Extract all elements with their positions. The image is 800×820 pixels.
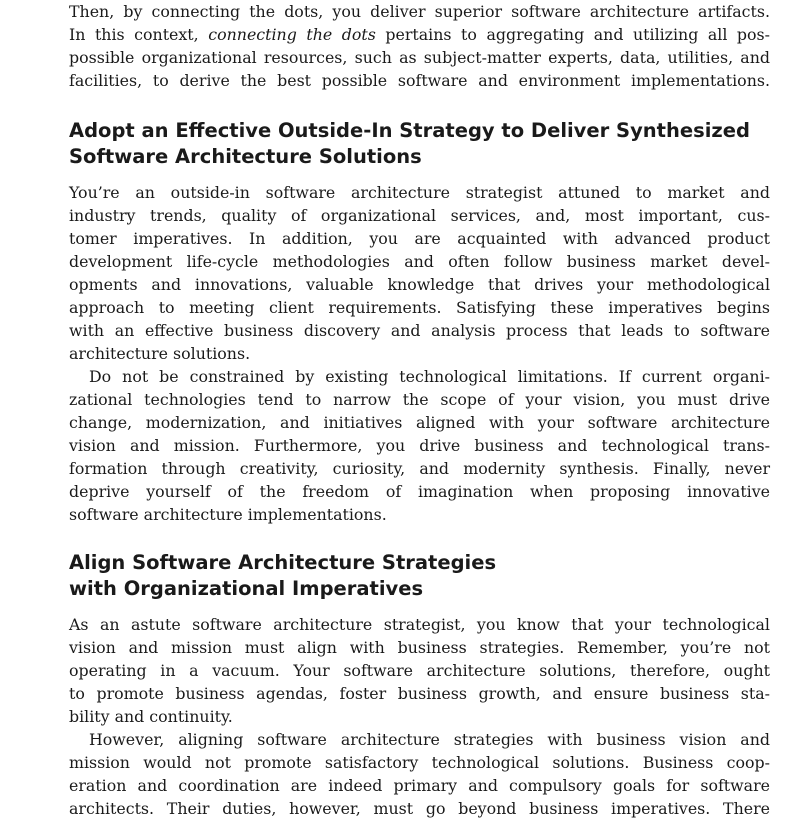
- body-line: Then, by connecting the dots, you deliver superior software architecture artifacts.: [69, 2, 770, 21]
- body-line: formation through creativity, curiosity, and modernity synthesis. Finally, never: [69, 459, 770, 478]
- text-column: [69, 0, 770, 818]
- body-line: zational technologies tend to narrow the scope of your vision, you must drive: [69, 390, 770, 409]
- body-line: architects. Their duties, however, must go beyond business imperatives. There: [69, 799, 770, 818]
- body-line: change, modernization, and initiatives aligned with your software architecture: [69, 413, 770, 432]
- body-line: to promote business agendas, foster business growth, and ensure business sta-: [69, 684, 770, 703]
- body-line: development life-cycle methodologies and often follow business market devel-: [69, 252, 770, 271]
- body-line: As an astute software architecture strategist, you know that your technological: [69, 615, 770, 634]
- body-line: eration and coordination are indeed primary and compulsory goals for software: [69, 776, 770, 795]
- body-line: Do not be constrained by existing technological limitations. If current organi-: [89, 367, 770, 386]
- body-line: You’re an outside-in software architecture strategist attuned to market and: [69, 183, 770, 202]
- section-heading: Adopt an Effective Outside-In Strategy to Deliver Synthesized: [69, 119, 750, 142]
- body-line: deprive yourself of the freedom of imagination when proposing innovative: [69, 482, 770, 501]
- body-line: industry trends, quality of organizational services, and, most important, cus-: [69, 206, 770, 225]
- body-line: vision and mission must align with business strategies. Remember, you’re not: [69, 638, 770, 657]
- body-line: operating in a vacuum. Your software architecture solutions, therefore, ought: [69, 661, 770, 680]
- section-heading: with Organizational Imperatives: [69, 577, 424, 600]
- body-line: vision and mission. Furthermore, you drive business and technological trans-: [69, 436, 770, 455]
- body-line: facilities, to derive the best possible software and environment implementations.: [69, 71, 770, 90]
- body-line: with an effective business discovery and analysis process that leads to software: [69, 321, 770, 340]
- body-line: possible organizational resources, such as subject-matter experts, data, utilities, and: [69, 48, 770, 67]
- body-text: pertains to aggregating and utilizing all pos-: [375, 25, 770, 44]
- section-heading: Align Software Architecture Strategies: [69, 551, 497, 574]
- body-text: In this context,: [69, 25, 209, 44]
- body-line: software architecture implementations.: [69, 505, 387, 524]
- body-line: [69, 23, 770, 46]
- emphasis-text: connecting the dots: [208, 25, 376, 44]
- body-line: tomer imperatives. In addition, you are acquainted with advanced product: [69, 229, 770, 248]
- body-line: architecture solutions.: [69, 344, 251, 363]
- body-line: bility and continuity.: [69, 707, 233, 726]
- section-heading: Software Architecture Solutions: [69, 145, 422, 168]
- body-line: approach to meeting client requirements. Satisfying these imperatives begins: [69, 298, 770, 317]
- body-line: mission would not promote satisfactory technological solutions. Business coop-: [69, 753, 770, 772]
- body-line: opments and innovations, valuable knowledge that drives your methodological: [69, 275, 770, 294]
- body-line: However, aligning software architecture strategies with business vision and: [89, 730, 770, 749]
